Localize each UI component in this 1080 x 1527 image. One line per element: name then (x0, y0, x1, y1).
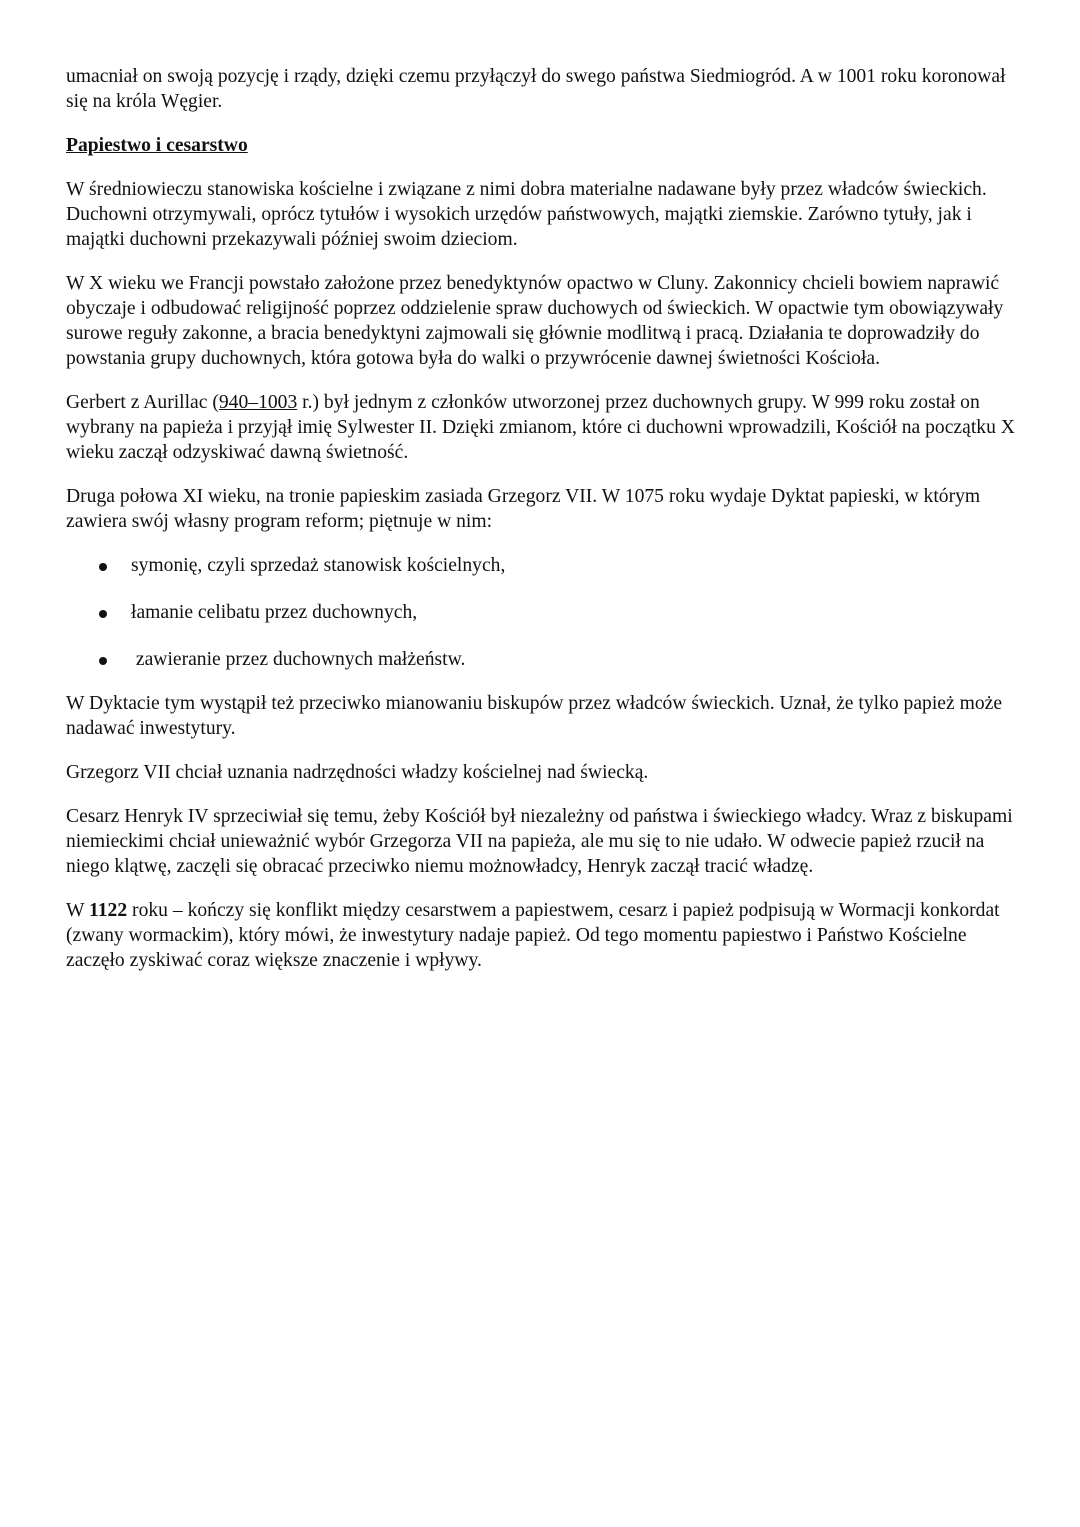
paragraph-cluny: W X wieku we Francji powstało założone przez benedyktynów opactwo w Cluny. Zakonnicy chcieli bowiem naprawić obyczaje i odbudować religijność poprzez oddzielenie spraw duchowych od świeckich. W opactwie tym obowiązywały surowe reguły zakonne, a bracia benedyktyni zajmowali się głównie modlitwą i pracą. Działania te doprowadziły do powstania grupy duchownych, która gotowa była do walki o przywrócenie dawnej świetności Kościoła. (66, 273, 1004, 369)
bullet-icon (99, 610, 107, 618)
reform-list (66, 553, 1026, 672)
gerbert-text-end: r.) był jednym z członków utworzonej przez duchownych grupy. W 999 roku został on wybrany na papieża i przyjął imię Sylwester II. Dzięki zmianom, które ci duchowni wprowadzili, Kościół na początku X wieku zaczął odzyskiwać dawną świetność. (66, 392, 1015, 463)
list-item-text: łamanie celibatu przez duchownych, (131, 602, 418, 623)
paragraph-investiture: W Dyktacie tym wystąpił też przeciwko mianowaniu biskupów przez władców świeckich. Uznał, że tylko papież może nadawać inwestytury. (66, 693, 1003, 739)
paragraph-henry-iv: Cesarz Henryk IV sprzeciwiał się temu, żeby Kościół był niezależny od państwa i świeckiego władcy. Wraz z biskupami niemieckimi chciał unieważnić wybór Grzegorza VII na papieża, ale mu się to nie udało. W odwecie papież rzucił na niego klątwę, zaczęli się obracać przeciwko niemu możnowładcy, Henryk zaczął tracić władzę. (66, 806, 1013, 877)
bullet-icon (99, 563, 107, 571)
list-item (66, 647, 1026, 672)
paragraph-secular-rulers: W średniowieczu stanowiska kościelne i związane z nimi dobra materialne nadawane były przez władców świeckich. Duchowni otrzymywali, oprócz tytułów i wysokich urzędów państwowych, majątki ziemskie. Zarówno tytuły, jak i majątki duchowni przekazywali później swoim dzieciom. (66, 179, 987, 250)
worms-year: 1122 (89, 900, 128, 921)
paragraph-gregory-dictate: Druga połowa XI wieku, na tronie papieskim zasiada Grzegorz VII. W 1075 roku wydaje Dyktat papieski, w którym zawiera swój własny program reform; piętnuje w nim: (66, 486, 981, 532)
bullet-icon (99, 657, 107, 665)
paragraph-worms-concordat (66, 898, 1026, 973)
gerbert-text-start: Gerbert z Aurillac ( (66, 392, 219, 413)
gerbert-dates-link[interactable]: 940–1003 (218, 392, 298, 413)
paragraph-gerbert (66, 390, 1026, 465)
section-heading: Papiestwo i cesarstwo (66, 135, 248, 156)
intro-paragraph: umacniał on swoją pozycję i rządy, dzięki czemu przyłączył do swego państwa Siedmiogród. A w 1001 roku koronował się na króla Węgier. (66, 66, 1006, 112)
list-item (66, 600, 1026, 625)
list-item-text: zawieranie przez duchownych małżeństw. (131, 649, 466, 670)
worms-text-end: roku – kończy się konflikt między cesarstwem a papiestwem, cesarz i papież podpisują w Wormacji konkordat (zwany wormackim), który mówi, że inwestytury nadaje papież. Od tego momentu papiestwo i Państwo Kościelne zaczęło zyskiwać coraz większe znaczenie i wpływy. (66, 900, 1000, 971)
paragraph-gregory-supremacy: Grzegorz VII chciał uznania nadrzędności władzy kościelnej nad świecką. (66, 762, 649, 783)
worms-text-start: W (66, 900, 90, 921)
document-page (66, 64, 1026, 992)
list-item (66, 553, 1026, 578)
list-item-text: symonię, czyli sprzedaż stanowisk kościelnych, (131, 555, 506, 576)
